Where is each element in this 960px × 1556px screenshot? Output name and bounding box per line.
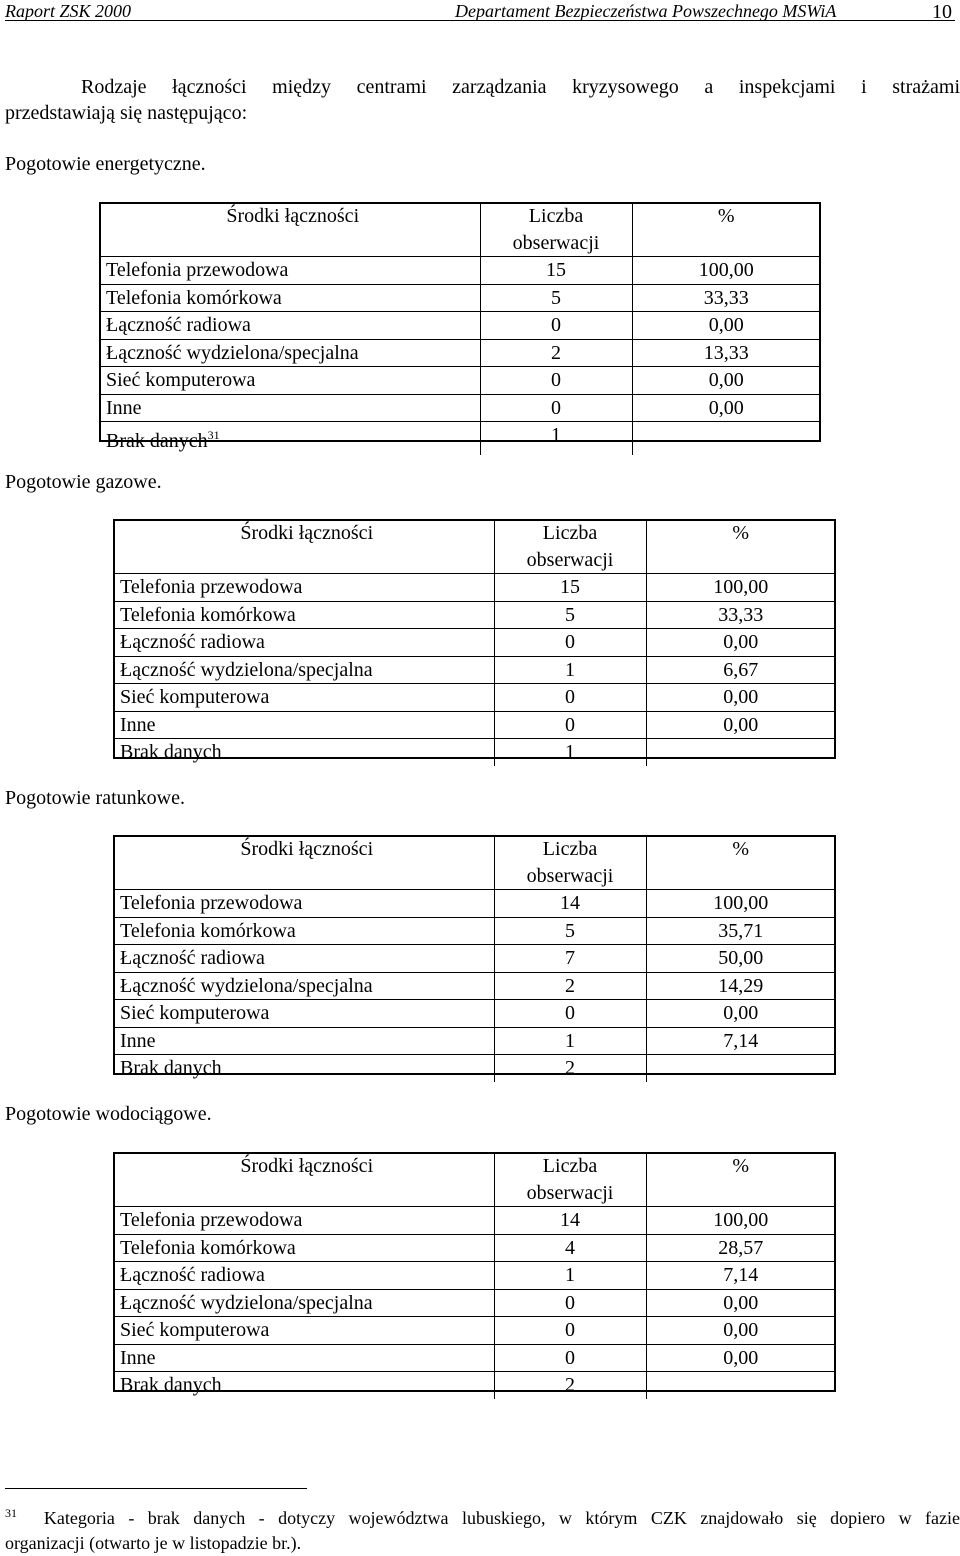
table-ambulance (114, 836, 835, 1082)
row-count: 0 (494, 1289, 646, 1317)
row-count: 4 (494, 1234, 646, 1262)
header-divider (5, 20, 955, 21)
row-percent (646, 1372, 835, 1399)
row-label: Brak danych$^{31}$ (100, 422, 480, 455)
table-row (114, 629, 835, 657)
row-percent: 100,00 (632, 257, 820, 285)
row-count: 2 (480, 339, 632, 367)
row-percent: 6,67 (646, 656, 835, 684)
row-label: Inne (114, 711, 494, 739)
row-count: 2 (494, 1055, 646, 1082)
section-title-ambulance: Pogotowie ratunkowe. (5, 787, 185, 809)
row-percent (632, 422, 820, 455)
row-label: Łączność wydzielona/specjalna (114, 972, 494, 1000)
row-label: Telefonia komórkowa (114, 601, 494, 629)
section-title-energy: Pogotowie energetyczne. (5, 153, 206, 175)
row-count: 1 (480, 422, 632, 455)
row-label: Brak danych (114, 1372, 494, 1399)
row-label: Łączność radiowa (114, 945, 494, 973)
row-percent: 13,33 (632, 339, 820, 367)
row-count: 5 (480, 284, 632, 312)
table-row (114, 1289, 835, 1317)
row-count: 0 (494, 1317, 646, 1345)
row-count: 1 (494, 1262, 646, 1290)
row-count: 2 (494, 972, 646, 1000)
row-label: Łączność wydzielona/specjalna (100, 339, 480, 367)
intro-line-1: Rodzaje łączności między centrami zarządzania kryzysowego a inspekcjami i strażami (81, 76, 960, 98)
row-count: 14 (494, 890, 646, 918)
row-percent: 0,00 (646, 1000, 835, 1028)
table-row (114, 601, 835, 629)
table-row (114, 1344, 835, 1372)
intro-line-2: przedstawiają się następująco: (5, 102, 248, 124)
table-row (114, 945, 835, 973)
table-row (114, 1207, 835, 1235)
column-header-percent: % (646, 1153, 835, 1207)
footnote (5, 1501, 960, 1556)
table-row (114, 890, 835, 918)
row-count: 7 (494, 945, 646, 973)
row-percent: 0,00 (646, 1317, 835, 1345)
row-percent: 100,00 (646, 890, 835, 918)
table-row (100, 367, 820, 395)
row-label: Łączność wydzielona/specjalna (114, 656, 494, 684)
row-percent: 50,00 (646, 945, 835, 973)
row-label: Telefonia przewodowa (114, 1207, 494, 1235)
row-percent: 28,57 (646, 1234, 835, 1262)
row-count: 1 (494, 656, 646, 684)
table-row (114, 656, 835, 684)
column-header-percent: % (646, 520, 835, 574)
row-count: 0 (480, 367, 632, 395)
column-header-means: Środki łączności (114, 836, 494, 890)
table-row (114, 917, 835, 945)
row-label: Telefonia komórkowa (114, 917, 494, 945)
row-count: 0 (494, 1000, 646, 1028)
row-label: Brak danych (114, 739, 494, 766)
table-row (114, 711, 835, 739)
row-label: Sieć komputerowa (114, 684, 494, 712)
row-count: 2 (494, 1372, 646, 1399)
row-count: 15 (494, 574, 646, 602)
row-percent: 0,00 (632, 394, 820, 422)
footnote-text: Kategoria - brak danych - dotyczy województwa lubuskiego, w którym CZK znajdowało się dopiero w fazie (43, 1508, 960, 1528)
table-row (114, 1372, 835, 1399)
table-row (114, 684, 835, 712)
column-header-means: Środki łączności (100, 203, 480, 257)
row-percent: 0,00 (632, 312, 820, 340)
row-label: Łączność radiowa (114, 629, 494, 657)
column-header-count: Liczba obserwacji (480, 203, 632, 257)
row-count: 0 (494, 684, 646, 712)
footnote-line-1 (5, 1501, 960, 1531)
row-count: 5 (494, 601, 646, 629)
row-count: 0 (480, 312, 632, 340)
row-percent: 0,00 (646, 629, 835, 657)
row-percent: 14,29 (646, 972, 835, 1000)
table-row (114, 1317, 835, 1345)
row-label: Telefonia przewodowa (100, 257, 480, 285)
row-label: Inne (100, 394, 480, 422)
table-water (114, 1153, 835, 1399)
row-percent: 100,00 (646, 1207, 835, 1235)
table-row (114, 972, 835, 1000)
column-header-percent: % (632, 203, 820, 257)
table-header-row (114, 520, 835, 574)
row-percent (646, 739, 835, 766)
row-percent: 7,14 (646, 1027, 835, 1055)
page-number: 10 (932, 1, 952, 23)
row-label: Telefonia komórkowa (114, 1234, 494, 1262)
row-count: 0 (494, 629, 646, 657)
row-percent: 0,00 (646, 711, 835, 739)
row-label: Inne (114, 1344, 494, 1372)
table-row (114, 1000, 835, 1028)
table-row (100, 339, 820, 367)
row-count: 14 (494, 1207, 646, 1235)
row-count: 0 (494, 711, 646, 739)
row-label: Łączność wydzielona/specjalna (114, 1289, 494, 1317)
footnote-reference[interactable]: 31 (207, 428, 220, 442)
header-report-title: Raport ZSK 2000 (5, 1, 132, 21)
column-header-means: Środki łączności (114, 1153, 494, 1207)
row-label: Telefonia przewodowa (114, 574, 494, 602)
row-label: Sieć komputerowa (114, 1000, 494, 1028)
table-row (100, 284, 820, 312)
row-percent: 35,71 (646, 917, 835, 945)
row-label: Sieć komputerowa (100, 367, 480, 395)
column-header-count: Liczba obserwacji (494, 836, 646, 890)
row-count: 15 (480, 257, 632, 285)
footnote-divider (5, 1488, 307, 1489)
row-percent: 0,00 (646, 1344, 835, 1372)
table-row (100, 422, 820, 455)
row-label: Inne (114, 1027, 494, 1055)
row-count: 0 (480, 394, 632, 422)
row-label: Telefonia przewodowa (114, 890, 494, 918)
table-header-row (114, 1153, 835, 1207)
row-label: Brak danych (114, 1055, 494, 1082)
column-header-count: Liczba obserwacji (494, 520, 646, 574)
intro-paragraph (5, 74, 960, 126)
table-row (114, 1027, 835, 1055)
row-percent: 33,33 (646, 601, 835, 629)
table-row (100, 394, 820, 422)
column-header-means: Środki łączności (114, 520, 494, 574)
row-percent (646, 1055, 835, 1082)
row-percent: 0,00 (632, 367, 820, 395)
row-label: Łączność radiowa (114, 1262, 494, 1290)
row-percent: 33,33 (632, 284, 820, 312)
column-header-count: Liczba obserwacji (494, 1153, 646, 1207)
row-percent: 7,14 (646, 1262, 835, 1290)
table-row (114, 1055, 835, 1082)
section-title-gas: Pogotowie gazowe. (5, 471, 162, 493)
row-label: Telefonia komórkowa (100, 284, 480, 312)
row-count: 5 (494, 917, 646, 945)
row-count: 1 (494, 739, 646, 766)
column-header-percent: % (646, 836, 835, 890)
table-row (114, 739, 835, 766)
table-gas (114, 520, 835, 766)
row-count: 0 (494, 1344, 646, 1372)
row-count: 1 (494, 1027, 646, 1055)
table-row (114, 1262, 835, 1290)
table-header-row (100, 203, 820, 257)
row-label: Sieć komputerowa (114, 1317, 494, 1345)
row-percent: 0,00 (646, 684, 835, 712)
footnote-line-2: organizacji (otwarto je w listopadzie br.). (5, 1533, 302, 1553)
header-department: Departament Bezpieczeństwa Powszechnego MSWiA (455, 1, 837, 21)
row-percent: 0,00 (646, 1289, 835, 1317)
table-row (100, 257, 820, 285)
section-title-water: Pogotowie wodociągowe. (5, 1103, 212, 1125)
row-label: Łączność radiowa (100, 312, 480, 340)
footnote-mark: 31 (5, 1506, 17, 1520)
table-energy (100, 203, 820, 455)
table-row (114, 574, 835, 602)
table-row (114, 1234, 835, 1262)
table-header-row (114, 836, 835, 890)
table-row (100, 312, 820, 340)
row-percent: 100,00 (646, 574, 835, 602)
